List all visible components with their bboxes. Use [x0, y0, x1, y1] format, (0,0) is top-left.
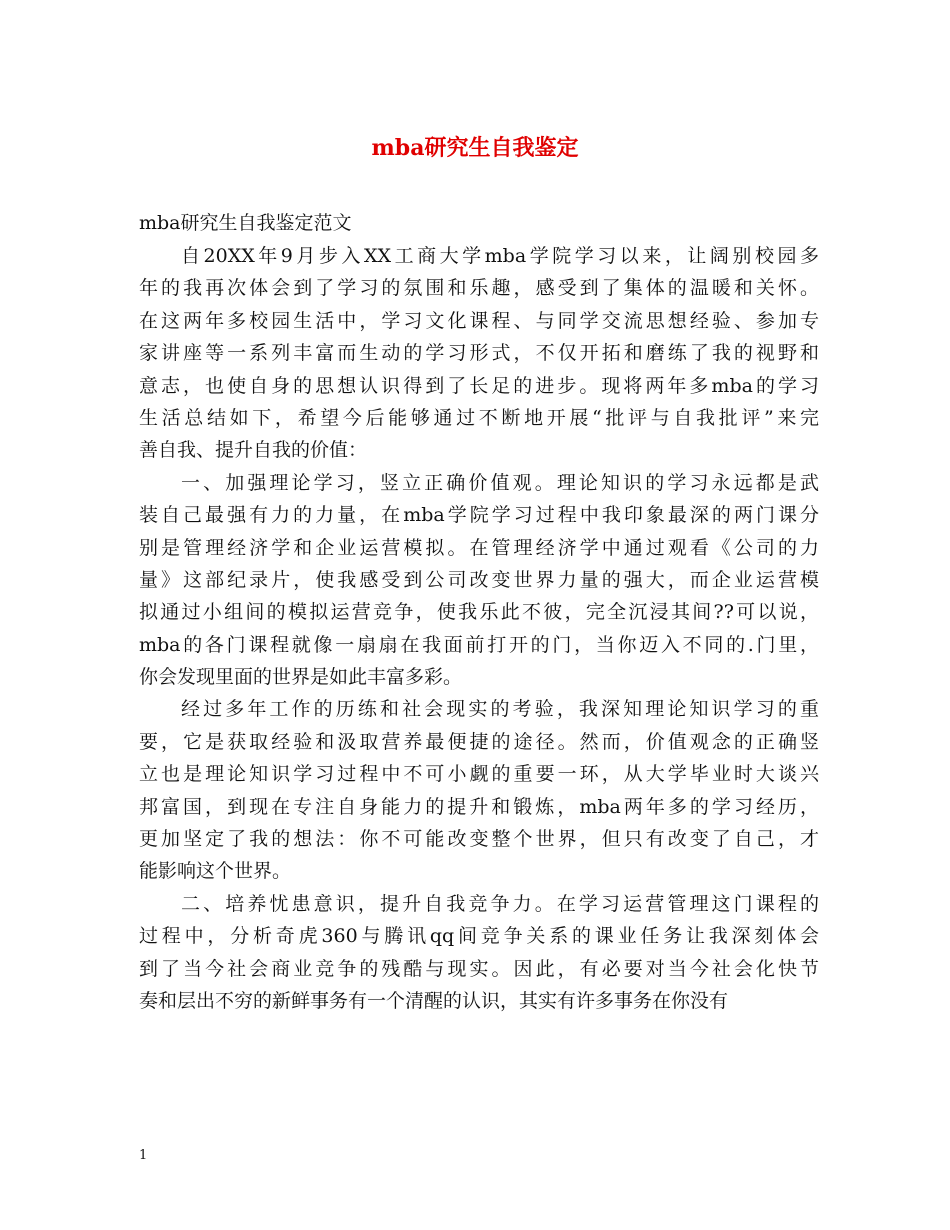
text-line: 自20XX年9月步入XX工商大学mba学院学习以来，让阔别校园多: [181, 245, 819, 267]
text-line: 能影响这个世界。: [139, 860, 292, 883]
page-number: 1: [139, 1148, 148, 1163]
text-line: 善自我、提升自我的价值：: [139, 439, 368, 462]
text-line: 奏和层出不穷的新鲜事务有一个清醒的认识，其实有许多事务在你没有: [139, 989, 729, 1012]
text-line: 年的我再次体会到了学习的氛围和乐趣，感受到了集体的温暖和关怀。: [139, 277, 819, 300]
text-line: 量》这部纪录片，使我感受到公司改变世界力量的强大，而企业运营模: [139, 568, 819, 591]
text-line: 别是管理经济学和企业运营模拟。在管理经济学中通过观看《公司的力: [139, 536, 819, 559]
text-line: 意志，也使自身的思想认识得到了长足的进步。现将两年多mba的学习: [139, 374, 819, 397]
text-line: 生活总结如下，希望今后能够通过不断地开展“批评与自我批评”来完: [139, 406, 819, 429]
document-subtitle: mba研究生自我鉴定范文: [139, 212, 352, 234]
text-line: 更加坚定了我的想法：你不可能改变整个世界，但只有改变了自己，才: [139, 828, 819, 851]
text-line: 家讲座等一系列丰富而生动的学习形式，不仅开拓和磨练了我的视野和: [139, 342, 819, 365]
text-line: 在这两年多校园生活中，学习文化课程、与同学交流思想经验、参加专: [139, 309, 819, 332]
paragraph: [139, 240, 819, 467]
paragraph: [139, 888, 819, 1018]
text-line: 邦富国，到现在专注自身能力的提升和锻炼，mba两年多的学习经历，: [139, 795, 819, 818]
text-line: 装自己最强有力的力量，在mba学院学习过程中我印象最深的两门课分: [139, 504, 819, 527]
text-line: mba的各门课程就像一扇扇在我面前打开的门，当你迈入不同的.门里，: [139, 633, 819, 656]
text-line: 拟通过小组间的模拟运营竞争，使我乐此不彼，完全沉浸其间??可以说，: [139, 601, 819, 624]
text-line: 到了当今社会商业竞争的残酷与现实。因此，有必要对当今社会化快节: [139, 957, 819, 980]
text-line: 二、培养忧患意识，提升自我竞争力。在学习运营管理这门课程的: [181, 892, 819, 915]
text-line: 经过多年工作的历练和社会现实的考验，我深知理论知识学习的重: [181, 698, 819, 721]
text-line: 要，它是获取经验和汲取营养最便捷的途径。然而，价值观念的正确竖: [139, 730, 819, 753]
paragraph: [139, 693, 819, 887]
document-body: [139, 240, 819, 1017]
paragraph: [139, 467, 819, 694]
text-line: 立也是理论知识学习过程中不可小觑的重要一环，从大学毕业时大谈兴: [139, 763, 819, 786]
document-title: mba研究生自我鉴定: [371, 135, 579, 161]
text-line: 你会发现里面的世界是如此丰富多彩。: [139, 666, 463, 689]
text-line: 过程中，分析奇虎360与腾讯qq间竞争关系的课业任务让我深刻体会: [139, 925, 819, 948]
text-line: 一、加强理论学习，竖立正确价值观。理论知识的学习永远都是武: [181, 471, 819, 494]
